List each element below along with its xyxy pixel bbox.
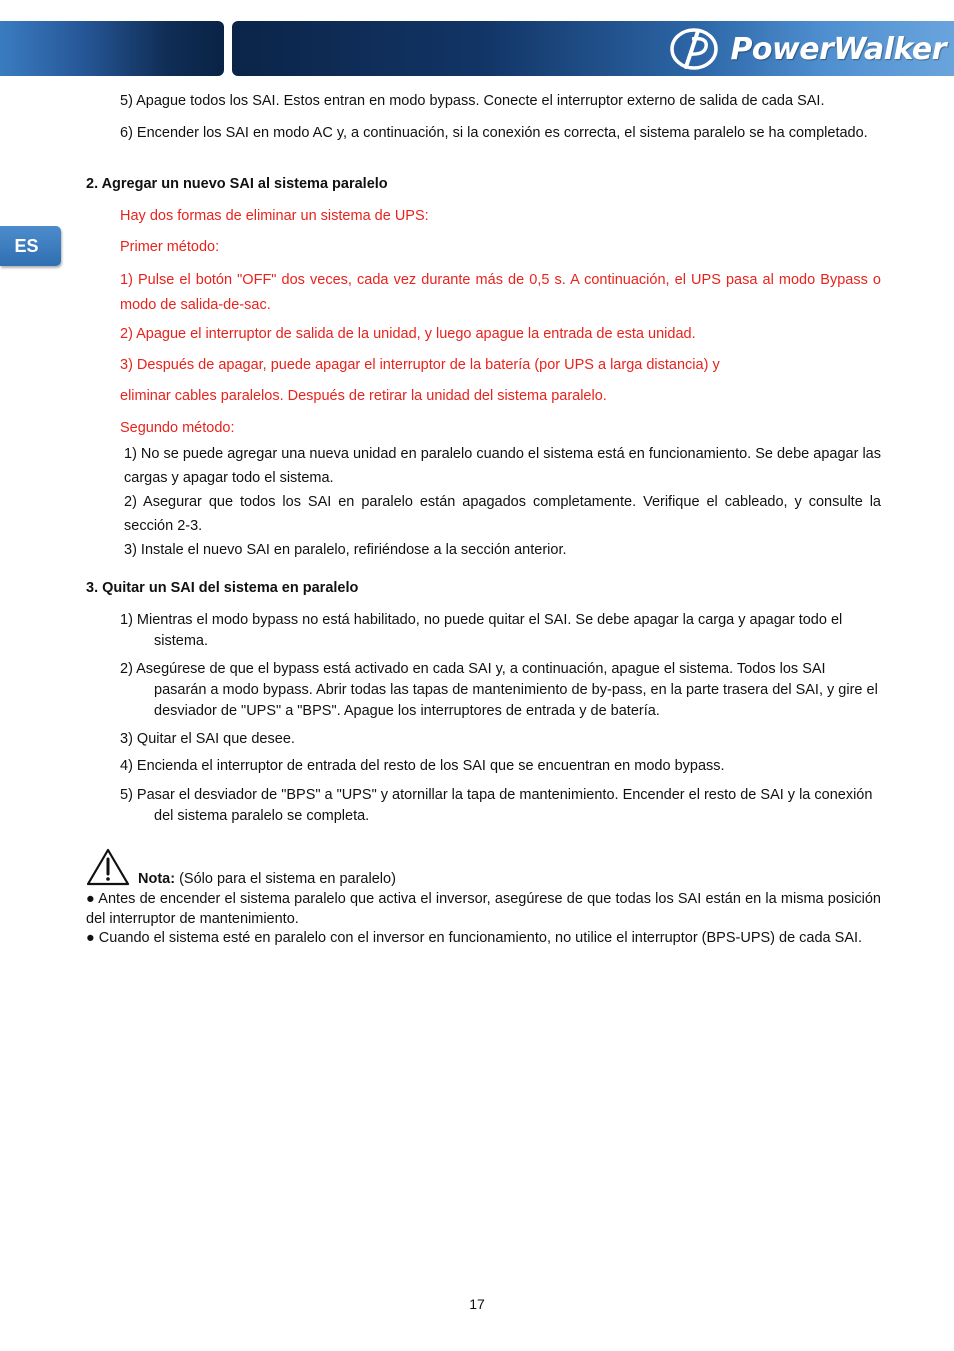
section-3-step-3: 3) Quitar el SAI que desee. [120,731,295,747]
method-2-step-1: 1) No se puede agregar una nueva unidad en paralelo cuando el sistema está en funcionamiento. Se debe apagar las cargas y apagar todo el sistema. [124,446,881,486]
method-2-title: Segundo método: [120,420,235,436]
page-number: 17 [469,1296,485,1312]
language-tab: ES [0,226,61,266]
section-3-step-5: 5) Pasar el desviador de "BPS" a "UPS" y atornillar la tapa de mantenimiento. Encender el resto de SAI y la conexión del sistema paralelo se completa. [120,787,873,824]
section-2-intro: Hay dos formas de eliminar un sistema de UPS: [120,208,429,224]
method-1-step-3-cont: eliminar cables paralelos. Después de retirar la unidad del sistema paralelo. [120,388,607,404]
header-band-left [0,21,224,76]
method-1-step-1: 1) Pulse el botón "OFF" dos veces, cada vez durante más de 0,5 s. A continuación, el UPS pasa al modo Bypass o modo de salida-de-sac. [120,272,881,313]
note-label: Nota: [138,871,176,887]
method-2-step-2: 2) Asegurar que todos los SAI en paralelo están apagados completamente. Verifique el cableado, y consulte la sección 2-3. [124,494,881,534]
brand-logo [636,26,946,72]
method-1-step-2: 2) Apague el interruptor de salida de la unidad, y luego apague la entrada de esta unidad. [120,326,696,342]
powerwalker-logo-icon [668,27,726,71]
note-heading [138,869,881,889]
note-bullet-1: ● Antes de encender el sistema paralelo que activa el inversor, asegúrese de que todas los SAI están en la misma posición del interruptor de mantenimiento. [86,891,881,927]
section-3-step-4: 4) Encienda el interruptor de entrada del resto de los SAI que se encuentran en modo bypass. [120,758,725,774]
note-subtitle: (Sólo para el sistema en paralelo) [175,871,396,887]
method-1-step-3: 3) Después de apagar, puede apagar el interruptor de la batería (por UPS a larga distancia) y [120,357,720,373]
note-bullet-2: ● Cuando el sistema esté en paralelo con el inversor en funcionamiento, no utilice el interruptor (BPS-UPS) de cada SAI. [86,930,863,946]
step-6-text: 6) Encender los SAI en modo AC y, a continuación, si la conexión es correcta, el sistema paralelo se ha completado. [120,125,868,141]
section-3-step-1: 1) Mientras el modo bypass no está habilitado, no puede quitar el SAI. Se debe apagar la carga y apagar todo el sistema. [120,612,843,649]
section-2-heading: 2. Agregar un nuevo SAI al sistema paralelo [86,176,388,192]
section-3-step-2: 2) Asegúrese de que el bypass está activado en cada SAI y, a continuación, apague el sistema. Todos los SAI pasarán a modo bypass. Abrir todas las tapas de mantenimiento de by-pass, en la parte trasera del SAI, y gire el desviador de "UPS" a "BPS". Apague los interruptores de entrada y de batería. [120,661,878,719]
brand-name: PowerWalker [730,31,946,67]
section-3-heading: 3. Quitar un SAI del sistema en paralelo [86,580,359,596]
method-2-step-3: 3) Instale el nuevo SAI en paralelo, refiriéndose a la sección anterior. [124,542,567,558]
step-5-text: 5) Apague todos los SAI. Estos entran en modo bypass. Conecte el interruptor externo de salida de cada SAI. [120,93,825,109]
method-1-title: Primer método: [120,239,220,255]
warning-triangle-icon [86,848,130,886]
